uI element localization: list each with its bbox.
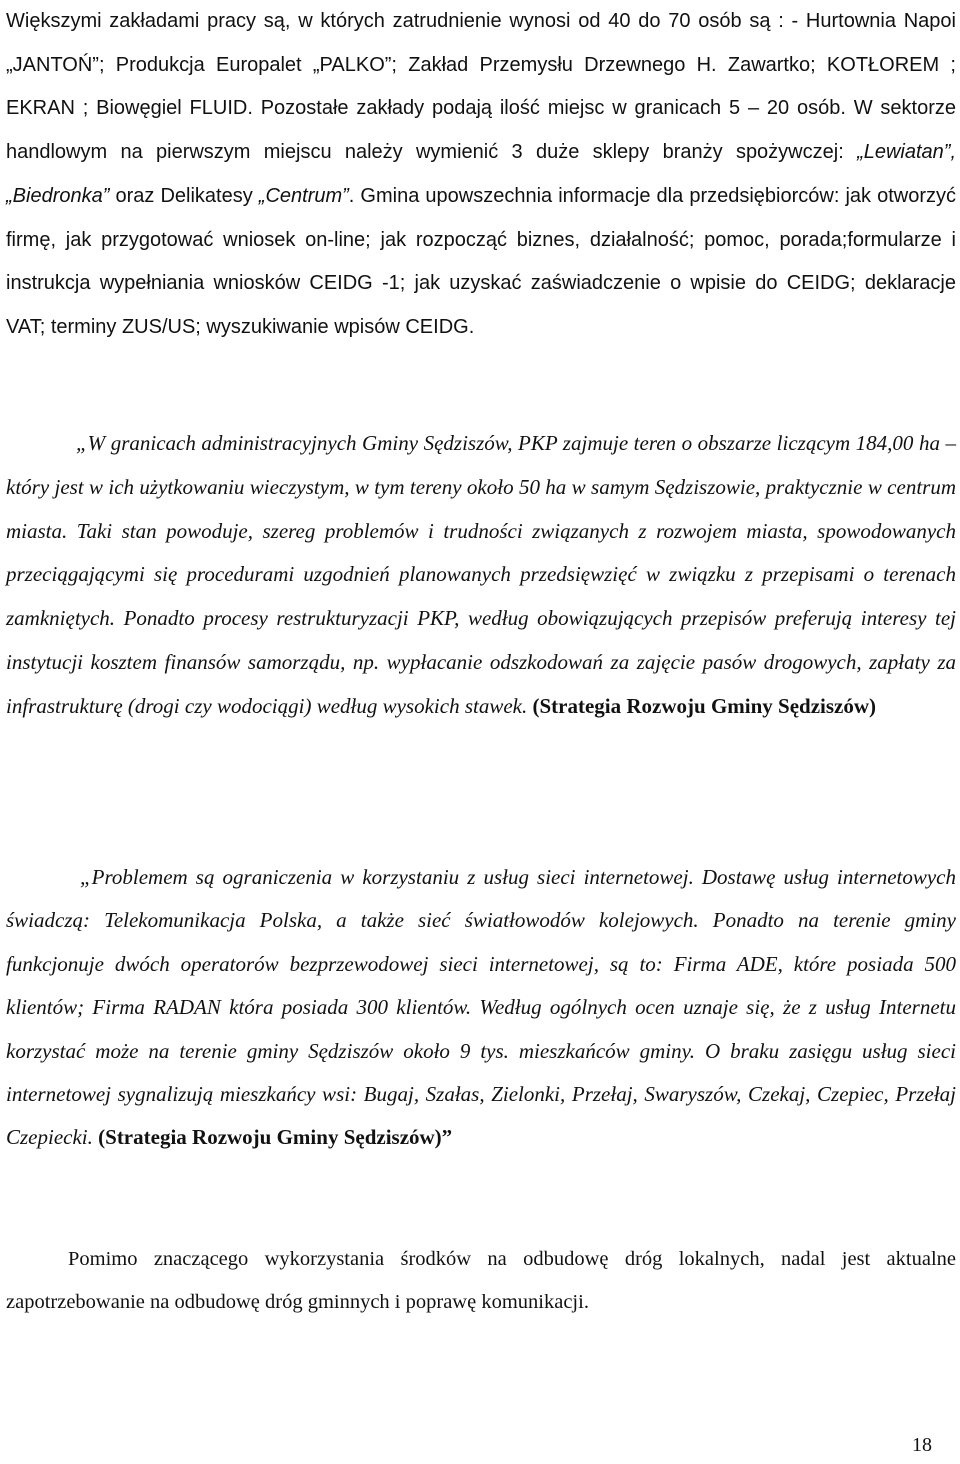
- paragraph-employers-text-a: Większymi zakładami pracy są, w których zatrudnienie wynosi od 40 do 70 osób są : - Hurtownia Napoi „JANTOŃ”; Produkcja Europalet „PALKO”; Zakład Przemysłu Drzewnego H. Zawartko; KOTŁOREM ; EKRAN ; Biowęgiel FLUID. Pozostałe zakłady podają ilość miejsc w granicach 5 – 20 osób. W sektorze handlowym na pierwszym miejscu należy wymienić 3 duże sklepy branży spożywczej:: [6, 10, 956, 164]
- paragraph-employers-text-c: . Gmina upowszechnia informacje dla przedsiębiorców: jak otworzyć firmę, jak przygotować wniosek on-line; jak rozpocząć biznes, działalność; pomoc, porada;formularze i instrukcja wypełniania wniosków CEIDG -1; jak uzyskać zaświadczenie o wpisie do CEIDG; deklaracje VAT; terminy ZUS/US; wyszukiwanie wpisów CEIDG.: [6, 184, 956, 338]
- internet-quote-source: (Strategia Rozwoju Gminy Sędziszów)”: [92, 1125, 453, 1150]
- pkp-quote-source: (Strategia Rozwoju Gminy Sędziszów): [527, 693, 877, 718]
- roads-text: Pomimo znaczącego wykorzystania środków na odbudowę dróg lokalnych, nadal jest aktualne zapotrzebowanie na odbudowę dróg gminnych i poprawę komunikacji.: [6, 1248, 956, 1313]
- internet-quote-text: „Problemem są ograniczenia w korzystaniu z usług sieci internetowej. Dostawę usług internetowych świadczą: Telekomunikacja Polska, a także sieć światłowodów kolejowych. Ponadto na terenie gminy funkcjonuje dwóch operatorów bezprzewodowej sieci internetowej, są to: Firma ADE, które posiada 500 klientów; Firma RADAN która posiada 300 klientów. Według ogólnych ocen uznaje się, że z usług Internetu korzystać może na terenie gminy Sędziszów około 9 tys. mieszkańców gminy. O braku zasięgu usług sieci internetowej sygnalizują mieszkańcy wsi: Bugaj, Szałas, Zielonki, Przełaj, Swaryszów, Czekaj, Czepiec, Przełaj Czepiecki.: [6, 865, 956, 1150]
- paragraph-internet-quote: [6, 856, 956, 1160]
- paragraph-employers: [6, 0, 956, 350]
- page-number: 18: [912, 1434, 932, 1456]
- store-name-centrum: „Centrum”: [258, 184, 349, 207]
- paragraph-roads: [6, 1238, 956, 1324]
- store-names: „Lewiatan”, „Biedronka”: [6, 141, 956, 207]
- pkp-quote-text: „W granicach administracyjnych Gminy Sędziszów, PKP zajmuje teren o obszarze liczącym 184,00 ha – który jest w ich użytkowaniu wieczystym, w tym tereny około 50 ha w samym Sędziszowie, praktycznie w centrum miasta. Taki stan powoduje, szereg problemów i trudności związanych z rozwojem miasta, spowodowanych przeciągającymi się procedurami uzgodnień planowanych przedsięwzięć w związku z przepisami o terenach zamkniętych. Ponadto procesy restrukturyzacji PKP, według obowiązujących przepisów preferują interesy tej instytucji kosztem finansów samorządu, np. wypłacanie odszkodowań za zajęcie pasów drogowych, zapłaty za infrastrukturę (drogi czy wodociągi) według wysokich stawek.: [6, 431, 956, 718]
- paragraph-pkp-quote: [6, 422, 956, 729]
- paragraph-employers-text-b: oraz Delikatesy: [109, 184, 259, 207]
